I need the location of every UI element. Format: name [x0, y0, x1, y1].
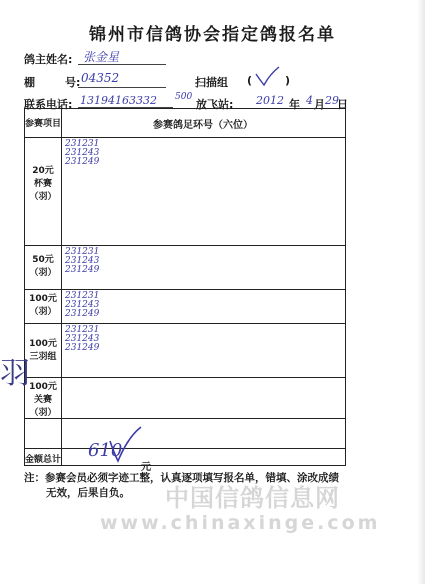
watermark-chinese: 中国信鸽信息网 — [165, 484, 340, 512]
date-month: 4 — [306, 94, 313, 107]
date-year-unit: 年 — [289, 98, 300, 111]
total-amount: 610 — [88, 440, 123, 461]
side-handwritten-mark: 羽 — [0, 356, 30, 391]
entry-table — [24, 108, 346, 466]
table-row-divider — [25, 377, 345, 378]
scan-group-close-paren: ) — [285, 74, 291, 87]
page-edge-shadow — [417, 0, 425, 584]
ring-list — [65, 326, 99, 353]
row-label-line: 三羽组 — [29, 352, 57, 362]
loft-label-part2: 号: — [65, 76, 81, 89]
table-row-divider — [25, 418, 345, 419]
ring-number: 231243 — [65, 334, 100, 344]
row-label-three-bird — [25, 338, 61, 364]
loft-label — [24, 74, 80, 90]
row-label-50 — [25, 254, 61, 280]
note-line-1: 注：参赛会员必须字迹工整，认真逐项填写报名单，错填、涂改成绩 — [24, 472, 339, 484]
ring-number: 231243 — [65, 300, 100, 310]
scan-group-check-mark — [254, 66, 280, 88]
row-label-line: （羽） — [29, 408, 57, 418]
total-unit: 元 — [141, 462, 151, 473]
date-month-unit: 月 — [314, 98, 325, 111]
row-label-100 — [25, 293, 61, 319]
owner-label: 鸽主姓名: — [24, 53, 73, 66]
row-label-line: 杯赛 — [33, 179, 52, 189]
ring-list — [65, 140, 99, 167]
ring-number: 231231 — [65, 325, 100, 335]
header-ring-numbers: 参赛鸽足环号（六位） — [153, 120, 253, 131]
release-station-label: 放飞站: — [196, 98, 234, 111]
row-label-line: （羽） — [29, 192, 57, 202]
date-day: 29 — [325, 94, 339, 107]
ring-number: 231249 — [65, 309, 100, 319]
scan-group-open-paren: ( — [247, 74, 253, 87]
loft-underline — [78, 87, 166, 88]
scan-group-label: 扫描组 — [195, 76, 228, 89]
ring-number: 231231 — [65, 247, 100, 257]
ring-number: 231243 — [65, 148, 100, 158]
watermark-url: www.chinaxinge.com — [100, 512, 381, 534]
form-title: 锦州市信鸽协会指定鸽报名单 — [89, 25, 336, 45]
ring-number: 231231 — [65, 139, 100, 149]
table-row-divider — [25, 245, 345, 246]
ring-number: 231231 — [65, 291, 100, 301]
row-label-line: （羽） — [29, 307, 57, 317]
row-label-line: 50元 — [32, 255, 54, 265]
row-label-line: 100元 — [29, 339, 57, 349]
loft-value: 04352 — [81, 71, 120, 85]
table-row-divider — [25, 137, 345, 138]
table-row-divider — [25, 323, 345, 324]
row-label-cup — [25, 165, 61, 204]
ring-number: 231249 — [65, 265, 100, 275]
phone-value: 13194163332 — [80, 94, 157, 107]
ring-number: 231249 — [65, 343, 100, 353]
row-label-line: 关赛 — [33, 395, 52, 405]
ring-number: 231249 — [65, 157, 100, 167]
header-event: 参赛项目 — [25, 119, 62, 129]
distance-value: 500 — [175, 92, 193, 102]
loft-label-part1: 棚 — [24, 76, 35, 89]
owner-underline — [78, 64, 166, 65]
table-column-divider — [61, 109, 62, 465]
ring-list — [65, 292, 99, 319]
row-label-line: （羽） — [29, 268, 57, 278]
row-label-line: 20元 — [32, 166, 54, 176]
row-label-line: 100元 — [29, 294, 57, 304]
phone-label: 联系电话: — [24, 98, 73, 111]
table-row-divider — [25, 289, 345, 290]
table-row-divider — [25, 448, 345, 449]
total-check-mark — [108, 425, 142, 463]
owner-value: 张金星 — [83, 50, 120, 64]
ring-list — [65, 248, 99, 275]
date-day-unit: 日 — [337, 98, 348, 111]
row-label-line: 100元 — [29, 382, 57, 392]
ring-number: 231243 — [65, 256, 100, 266]
total-label: 金额总计 — [25, 455, 62, 465]
date-year: 2012 — [256, 94, 284, 107]
note-line-2: 无效，后果自负。 — [46, 487, 130, 499]
row-label-final — [25, 381, 61, 420]
